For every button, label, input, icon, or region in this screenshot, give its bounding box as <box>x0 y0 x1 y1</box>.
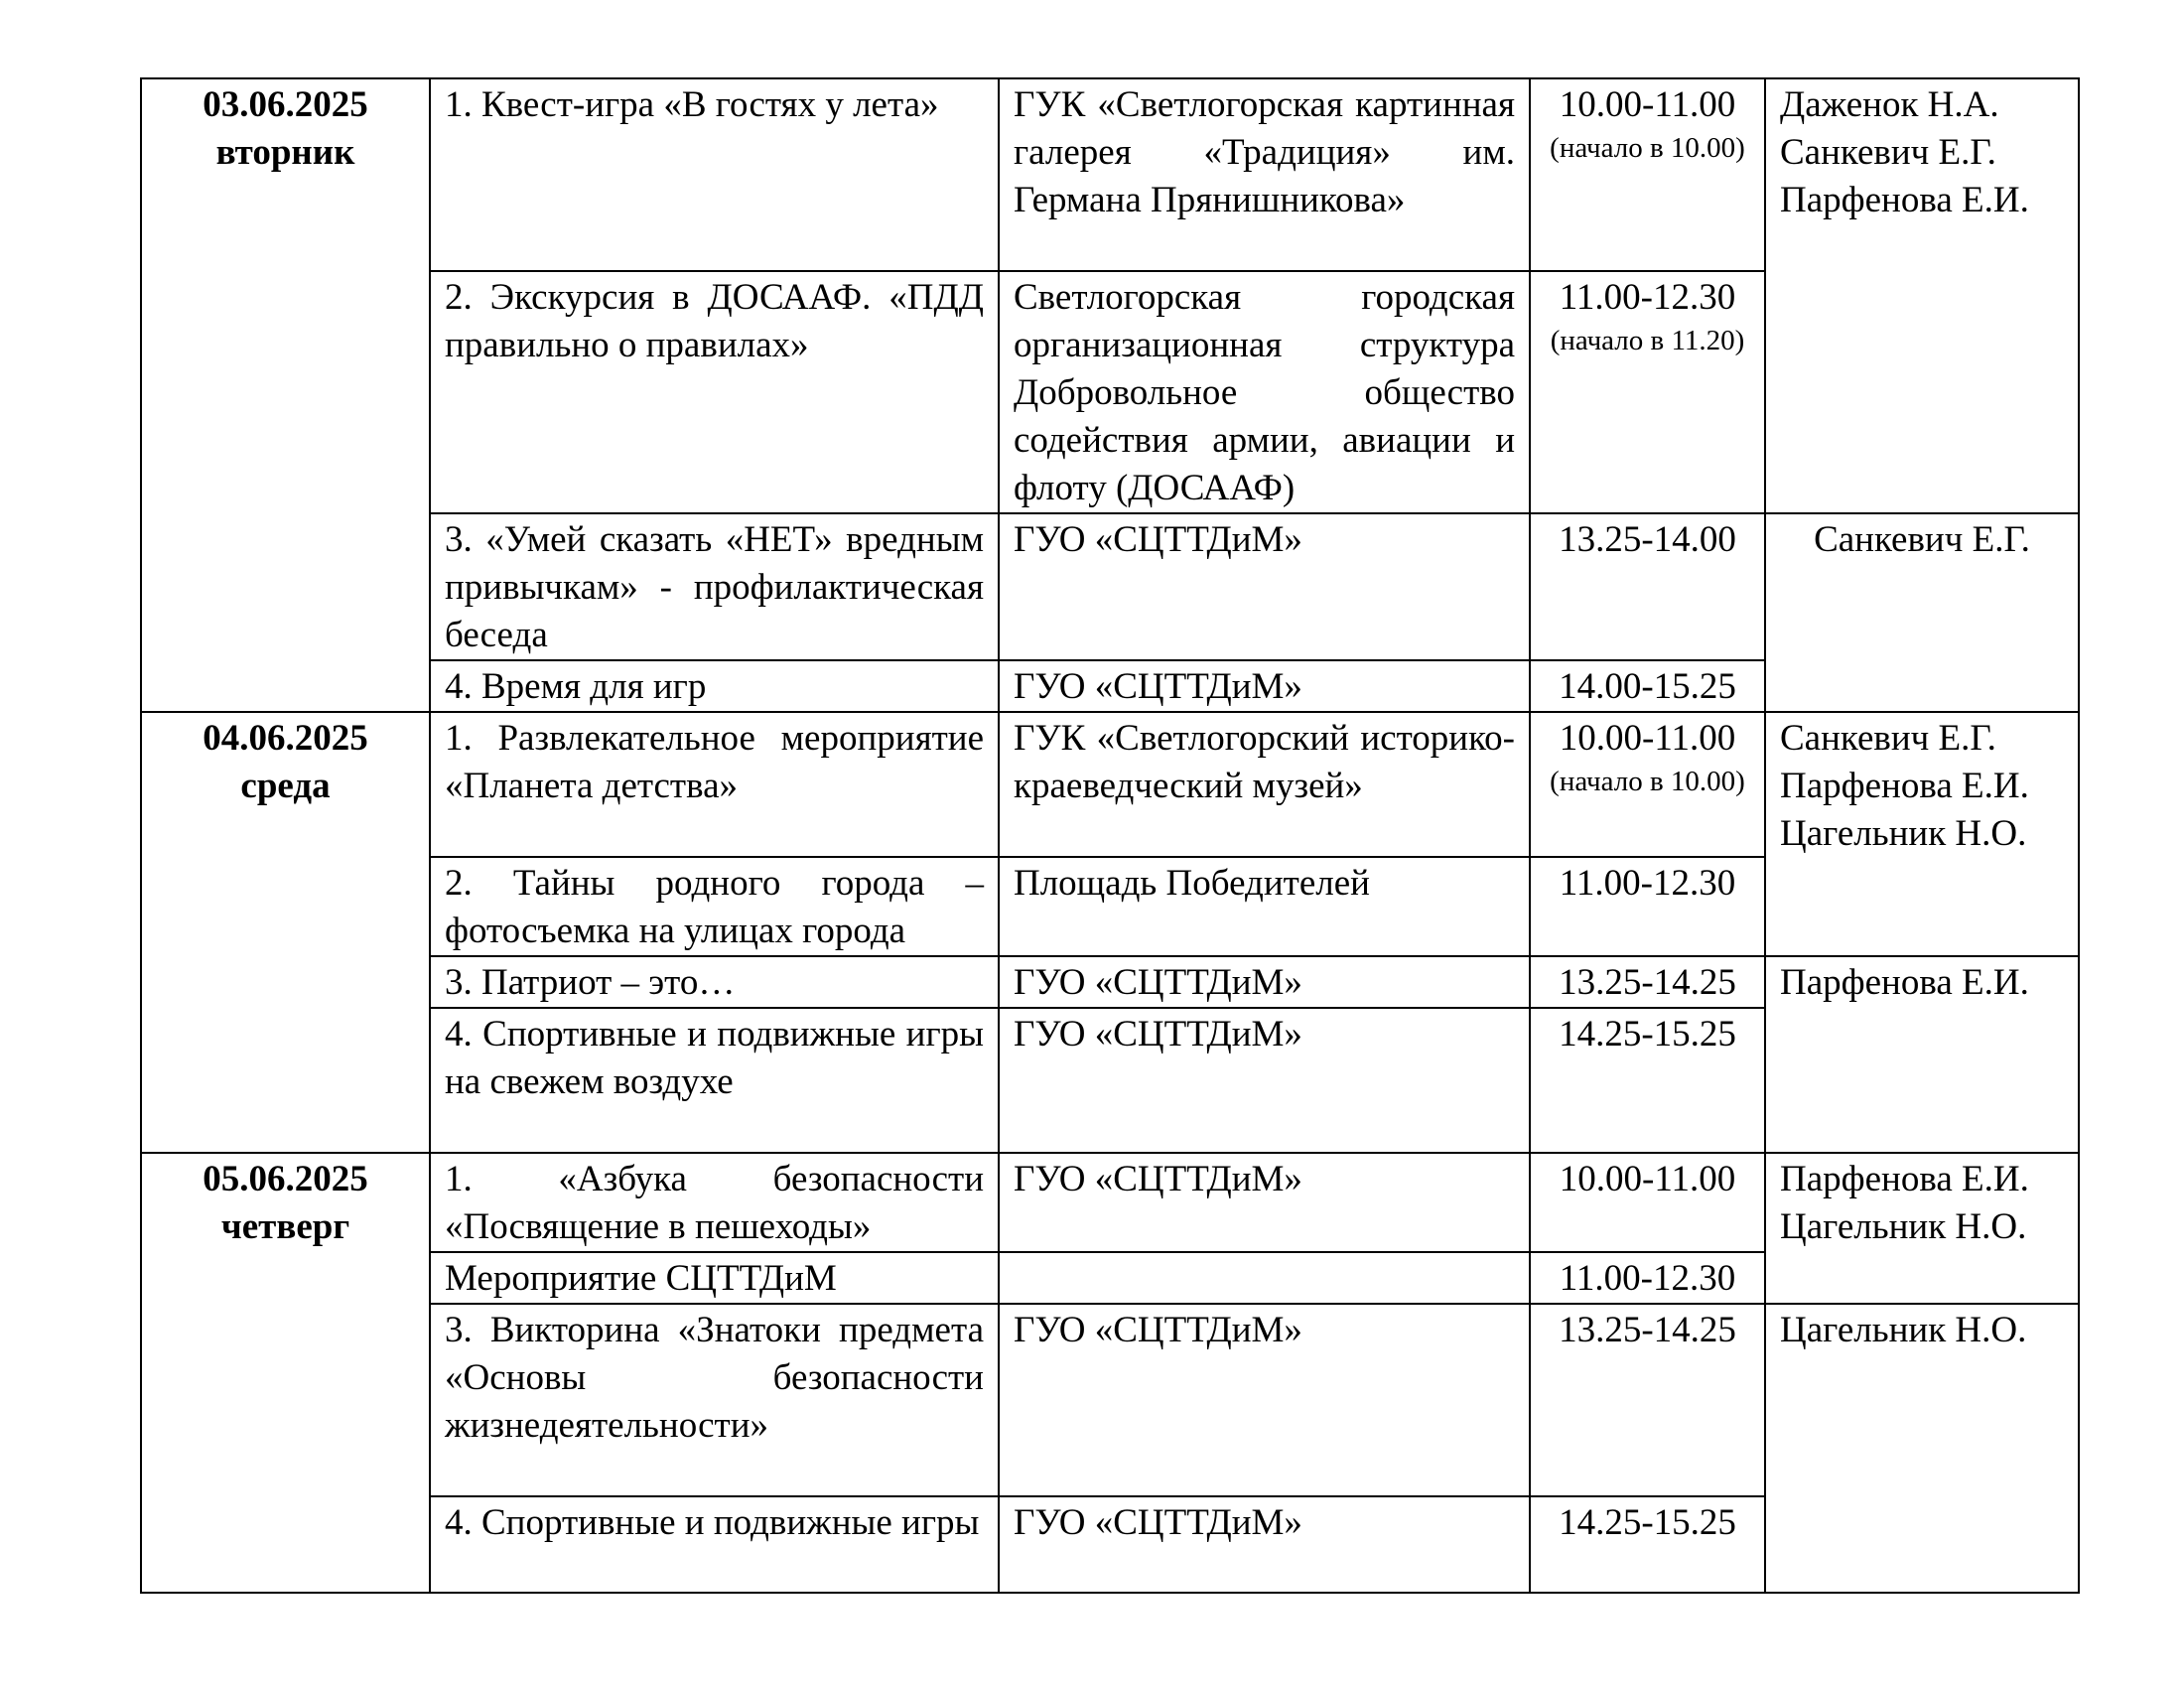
event-place: ГУО «СЦТТДиМ» <box>999 1153 1530 1252</box>
table-row <box>141 1304 2079 1496</box>
event-title: 1. Развлекательное мероприятие «Планета детства» <box>430 712 999 857</box>
responsible-cell <box>1765 1304 2079 1593</box>
table-row <box>141 956 2079 1008</box>
day-date: 03.06.2025 <box>203 84 368 125</box>
event-place: ГУО «СЦТТДиМ» <box>999 1304 1530 1496</box>
event-place: Площадь Победителей <box>999 857 1530 956</box>
event-place: ГУО «СЦТТДиМ» <box>999 1496 1530 1593</box>
day-weekday: среда <box>240 766 331 806</box>
event-time-cell <box>1530 78 1765 271</box>
event-time-cell <box>1530 712 1765 857</box>
schedule-table <box>140 77 2080 1594</box>
event-time: 10.00-11.00 <box>1559 718 1736 759</box>
day-date: 04.06.2025 <box>203 718 368 759</box>
responsible-person: Санкевич Е.Г. <box>1780 132 1996 173</box>
responsible-cell <box>1765 1153 2079 1304</box>
responsible-cell <box>1765 78 2079 513</box>
event-time: 10.00-11.00 <box>1559 84 1736 125</box>
event-title: 2. Тайны родного города – фотосъемка на улицах города <box>430 857 999 956</box>
day-weekday: четверг <box>220 1206 350 1247</box>
event-title: 4. Спортивные и подвижные игры на свежем воздухе <box>430 1008 999 1153</box>
day-cell <box>141 1153 430 1593</box>
event-time: 14.25-15.25 <box>1530 1008 1765 1153</box>
event-time-note: (начало в 11.20) <box>1550 325 1745 356</box>
table-row <box>141 1153 2079 1252</box>
table-row <box>141 712 2079 857</box>
event-title: 2. Экскурсия в ДОСААФ. «ПДД правильно о правилах» <box>430 271 999 513</box>
event-place: ГУК «Светлогорский историко-краеведческий музей» <box>999 712 1530 857</box>
event-time-cell <box>1530 271 1765 513</box>
responsible-person: Даженок Н.А. <box>1780 84 1999 125</box>
responsible-cell <box>1765 513 2079 712</box>
event-time: 14.25-15.25 <box>1530 1496 1765 1593</box>
event-time: 11.00-12.30 <box>1530 857 1765 956</box>
table-row <box>141 78 2079 271</box>
event-time: 11.00-12.30 <box>1559 277 1736 318</box>
responsible-person: Цагельник Н.О. <box>1780 1206 2027 1247</box>
responsible-cell <box>1765 712 2079 956</box>
event-place: ГУО «СЦТТДиМ» <box>999 660 1530 712</box>
responsible-person: Парфенова Е.И. <box>1780 962 2029 1003</box>
responsible-cell <box>1765 956 2079 1153</box>
event-place: ГУО «СЦТТДиМ» <box>999 513 1530 660</box>
day-weekday: вторник <box>215 132 355 173</box>
responsible-person: Парфенова Е.И. <box>1780 766 2029 806</box>
event-title: 1. «Азбука безопасности «Посвящение в пешеходы» <box>430 1153 999 1252</box>
event-time-note: (начало в 10.00) <box>1550 132 1745 164</box>
event-title: 4. Время для игр <box>430 660 999 712</box>
responsible-person: Санкевич Е.Г. <box>1814 519 2030 560</box>
day-date: 05.06.2025 <box>203 1159 368 1199</box>
responsible-person: Санкевич Е.Г. <box>1780 718 1996 759</box>
responsible-person: Парфенова Е.И. <box>1780 1159 2029 1199</box>
event-title: 3. «Умей сказать «НЕТ» вредным привычкам» - профилактическая беседа <box>430 513 999 660</box>
event-title: 3. Патриот – это… <box>430 956 999 1008</box>
event-title: Мероприятие СЦТТДиМ <box>430 1252 999 1304</box>
event-place <box>999 1252 1530 1304</box>
event-title: 1. Квест-игра «В гостях у лета» <box>430 78 999 271</box>
event-place: ГУО «СЦТТДиМ» <box>999 956 1530 1008</box>
event-title: 4. Спортивные и подвижные игры <box>430 1496 999 1593</box>
event-time: 14.00-15.25 <box>1530 660 1765 712</box>
table-row <box>141 513 2079 660</box>
event-place: ГУК «Светлогорская картинная галерея «Традиция» им. Германа Прянишникова» <box>999 78 1530 271</box>
event-place: Светлогорская городская организационная структура Добровольное общество содействия армии, авиации и флоту (ДОСААФ) <box>999 271 1530 513</box>
event-time: 13.25-14.25 <box>1530 956 1765 1008</box>
event-time: 10.00-11.00 <box>1530 1153 1765 1252</box>
responsible-person: Цагельник Н.О. <box>1780 1310 2027 1350</box>
event-time: 13.25-14.00 <box>1530 513 1765 660</box>
event-title: 3. Викторина «Знатоки предмета «Основы безопасности жизнедеятельности» <box>430 1304 999 1496</box>
responsible-person: Цагельник Н.О. <box>1780 813 2027 854</box>
schedule-page <box>140 77 2080 1594</box>
day-cell <box>141 78 430 712</box>
event-time: 11.00-12.30 <box>1530 1252 1765 1304</box>
event-time-note: (начало в 10.00) <box>1550 766 1745 797</box>
day-cell <box>141 712 430 1153</box>
event-place: ГУО «СЦТТДиМ» <box>999 1008 1530 1153</box>
event-time: 13.25-14.25 <box>1530 1304 1765 1496</box>
responsible-person: Парфенова Е.И. <box>1780 180 2029 220</box>
